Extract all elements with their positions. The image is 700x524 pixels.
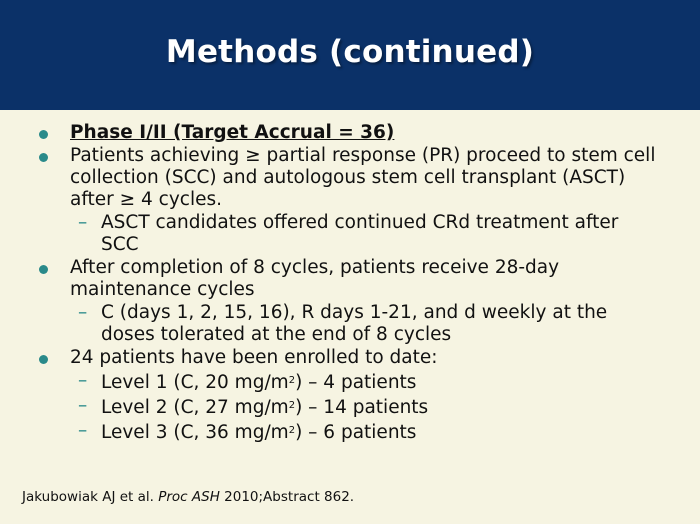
bullet-dot-icon (39, 130, 48, 139)
sub-bullet-text: C (days 1, 2, 15, 16), R days 1-21, and d weekly at the doses tolerated at the end of 8 cycles (101, 302, 608, 345)
bullet-response (0, 145, 700, 211)
sub-bullet-level-1 (0, 370, 700, 394)
dash-icon: – (78, 420, 88, 441)
bullet-text: 24 patients have been enrolled to date: (70, 347, 438, 368)
citation-authors: Jakubowiak AJ et al. (22, 489, 154, 505)
level-text-pre: Level 1 (C, 20 mg/m (101, 372, 289, 393)
bullet-dot-icon (39, 265, 48, 274)
dash-icon: – (78, 212, 88, 233)
citation-journal: Proc ASH (158, 489, 220, 505)
slide-content (0, 122, 700, 445)
slide-header (0, 0, 700, 110)
level-text-post: ) – 14 patients (295, 397, 429, 418)
dash-icon: – (78, 395, 88, 416)
level-superscript: 2 (288, 425, 296, 436)
sub-bullet-level-3 (0, 420, 700, 444)
bullet-text: Phase I/II (Target Accrual = 36) (70, 122, 395, 143)
level-text-post: ) – 6 patients (295, 422, 417, 443)
bullet-text: Patients achieving ≥ partial response (PR) proceed to stem cell collection (SCC) and autologous stem cell transplant (ASCT) after ≥ 4 cycles. (70, 145, 656, 210)
slide-title: Methods (continued) (165, 34, 535, 70)
sub-bullet-asct (0, 212, 700, 256)
level-superscript: 2 (288, 400, 296, 411)
citation-details: 2010;Abstract 862. (224, 489, 355, 505)
level-text-pre: Level 2 (C, 27 mg/m (101, 397, 289, 418)
bullet-phase (0, 122, 700, 144)
bullet-maintenance (0, 257, 700, 301)
sub-bullet-text: ASCT candidates offered continued CRd treatment after SCC (101, 212, 619, 255)
citation (22, 489, 354, 505)
level-superscript: 2 (288, 375, 296, 386)
level-text-pre: Level 3 (C, 36 mg/m (101, 422, 289, 443)
bullet-dot-icon (39, 153, 48, 162)
bullet-enrolled (0, 347, 700, 369)
level-text-post: ) – 4 patients (295, 372, 417, 393)
dash-icon: – (78, 370, 88, 391)
sub-bullet-level-2 (0, 395, 700, 419)
sub-bullet-dosing (0, 302, 700, 346)
bullet-dot-icon (39, 355, 48, 364)
bullet-text: After completion of 8 cycles, patients receive 28-day maintenance cycles (70, 257, 560, 300)
dash-icon: – (78, 302, 88, 323)
